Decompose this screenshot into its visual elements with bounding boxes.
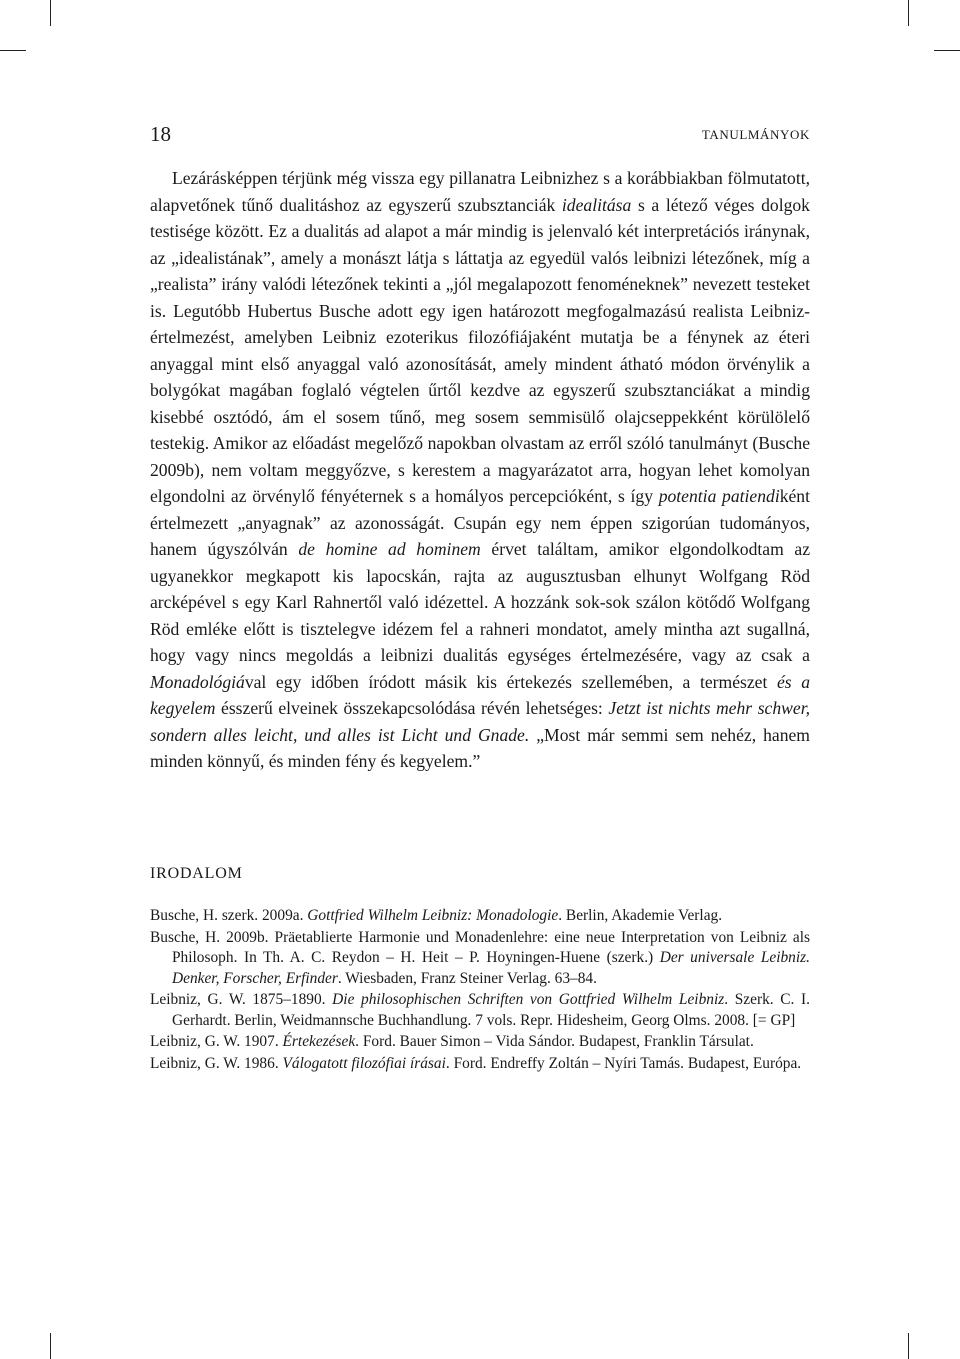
reference-item xyxy=(150,1054,810,1075)
italic-run: de homine ad hominem xyxy=(298,539,481,559)
italic-run: Gottfried Wilhelm Leibniz: Monadologie xyxy=(307,907,559,924)
italic-run: potentia patiendi xyxy=(658,486,780,506)
text-run: Leibniz, G. W. 1986. xyxy=(150,1054,283,1072)
text-run: Busche, H. 2009b. Präetablierte Harmonie und Monadenlehre: eine neue Interpretation von Leibniz als Philosoph. In Th. A. C. Reydon – H. Heit – P. Hoyningen-Huene (szerk.) xyxy=(150,928,810,966)
references-heading: IRODALOM xyxy=(150,865,243,882)
italic-run: Válogatott filozófiai írásai xyxy=(282,1054,446,1072)
text-run: . Ford. Endreffy Zoltán – Nyíri Tamás. Budapest, Európa. xyxy=(445,1054,802,1072)
running-head: TANULMÁNYOK xyxy=(701,127,810,142)
italic-run: Der universale Leibniz. Denker, Forscher, Erfinder xyxy=(172,949,810,987)
body-text xyxy=(150,165,810,775)
text-run: . Wiesbaden, Franz Steiner Verlag. 63–84. xyxy=(337,969,597,987)
text-run: . Szerk. C. I. Gerhardt. Berlin, Weidmannsche Buchhandlung. 7 vols. Repr. Hidesheim, Georg Olms. 2008. [= GP] xyxy=(172,991,810,1029)
crop-mark xyxy=(50,0,51,26)
text-run: ésszerű elveinek összekapcsolódása révén lehetséges: xyxy=(215,698,609,718)
text-run: ként értelmezett „anyagnak” az azonosságát. Csupán egy nem éppen szigorúan tudományos, hanem úgyszólván xyxy=(150,486,810,559)
text-run: s a létező véges dolgok testisége között. Ez a dualitás ad alapot a már mindig is jelenvaló két interpretációs iránynak, az „idealistának”, amely a monászt látja s láttatja az egyedül valós leibnizi létezőnek, míg a „realista” irány valódi létezőnek tekinti a „jól megalapozott fenoméneknek” nevezett testeket is. Legutóbb Hubertus Busche adott egy igen határozott megfogalmazású realista Leibniz-értelmezést, amelyben Leibniz ezoterikus filozófiájaként mutatja be a fénynek az éteri anyaggal mint első anyaggal való azonosítását, amely mindent átható módon örvénylik a bolygókat magában foglaló végtelen űrtől kezdve az egyszerű szubsztanciákat a mindig kisebbé osztódó, ám el sosem tűnő, meg sosem semmisülő olajcseppekként körülölelő testekig. Amikor az előadást megelőző napokban olvastam az erről szóló tanulmányt (Busche 2009b), nem voltam meggyőzve, s kerestem a magyarázatot arra, hogyan lehet komolyan elgondolni az örvénylő fényéternek s a homályos percepcióként, s így xyxy=(150,194,810,506)
reference-item xyxy=(150,990,810,1031)
italic-run: Jetzt ist nichts mehr schwer, sondern alles leicht, und alles ist Licht und Gnade. xyxy=(150,698,810,745)
paragraph xyxy=(150,165,810,775)
text-run: érvet találtam, amikor elgondolkodtam az ugyanekkor megkapott kis lapocskán, rajta az augusztusban elhunyt Wolfgang Röd arcképével s egy Karl Rahnertől való idézettel. A hozzánk sok-sok szálon kötődő Wolfgang Röd emléke előtt is tisztelegve idézem fel a rahneri mondatot, amely mintha azt sugallná, hogy vagy nincs megoldás a leibnizi dualitás egységes értelmezésére, vagy az csak a xyxy=(150,539,811,665)
text-run: „Most már semmi sem nehéz, hanem minden könnyű, és minden fény és kegyelem.” xyxy=(150,724,810,771)
italic-run: és a kegyelem xyxy=(150,671,810,718)
text-run: Leibniz, G. W. 1875–1890. xyxy=(150,991,333,1008)
italic-run: Monadológiá xyxy=(150,671,245,692)
text-run: Lezárásképpen térjünk még vissza egy pillanatra Leibnizhez s a korábbiakban fölmutatott, alapvetőnek tűnő dualitáshoz az egyszerű szubsztanciák xyxy=(150,168,810,215)
crop-mark xyxy=(908,1333,909,1359)
text-run: . Berlin, Akademie Verlag. xyxy=(558,907,723,924)
crop-mark xyxy=(908,0,909,26)
italic-run: idealitása xyxy=(561,194,632,215)
references-list xyxy=(150,906,810,1075)
text-run: . Ford. Bauer Simon – Vida Sándor. Budapest, Franklin Társulat. xyxy=(355,1033,754,1050)
crop-mark xyxy=(50,1333,51,1359)
reference-item xyxy=(150,1032,810,1053)
reference-item xyxy=(150,906,810,927)
text-run: Busche, H. szerk. 2009a. xyxy=(150,907,308,924)
text-run: Leibniz, G. W. 1907. xyxy=(150,1033,283,1050)
crop-mark xyxy=(934,50,960,51)
italic-run: Értekezések xyxy=(282,1033,356,1050)
text-run: val egy időben íródott másik kis értekezés szellemében, a természet xyxy=(244,671,777,692)
crop-mark xyxy=(0,50,26,51)
italic-run: Die philosophischen Schriften von Gottfried Wilhelm Leibniz xyxy=(332,991,725,1008)
page-number: 18 xyxy=(150,122,171,146)
reference-item xyxy=(150,928,810,990)
